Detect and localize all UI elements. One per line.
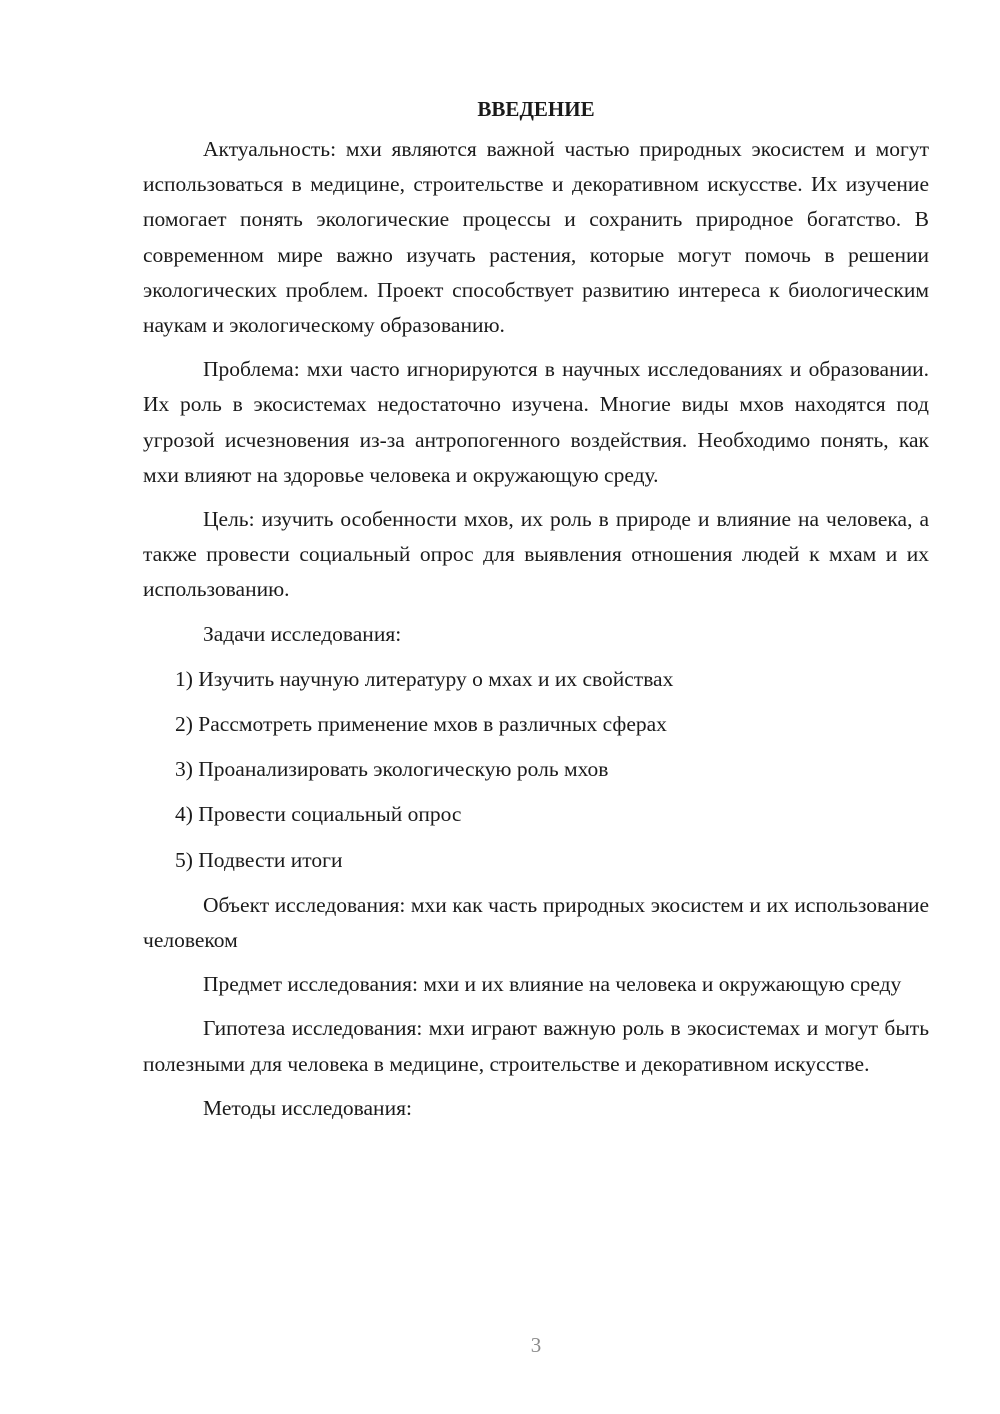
task-item: 2) Рассмотреть применение мхов в различных сферах [175, 712, 667, 737]
task-item: 5) Подвести итоги [175, 847, 343, 872]
tasks-heading: Задачи исследования: [203, 621, 402, 646]
hypothesis-paragraph: Гипотеза исследования: мхи играют важную роль в экосистемах и могут быть полезными для человека в медицине, строительстве и декоративном искусстве. [143, 1016, 929, 1076]
goal-paragraph: Цель: изучить особенности мхов, их роль в природе и влияние на человека, а также провести социальный опрос для выявления отношения людей к мхам и их использованию. [143, 507, 929, 602]
subject-paragraph: Предмет исследования: мхи и их влияние на человека и окружающую среду [203, 972, 902, 997]
relevance-paragraph: Актуальность: мхи являются важной частью природных экосистем и могут использоваться в медицине, строительстве и декоративном искусстве. Их изучение помогает понять экологические процессы и сохранить природное богатство. В современном мире важно изучать растения, которые могут помочь в решении экологических проблем. Проект способствует развитию интереса к биологическим наукам и экологическому образованию. [143, 137, 929, 338]
tasks-list [143, 662, 929, 878]
object-paragraph: Объект исследования: мхи как часть природных экосистем и их использование человеком [143, 892, 929, 953]
page-number: 3 [530, 1333, 542, 1357]
methods-heading: Методы исследования: [203, 1095, 412, 1120]
problem-paragraph: Проблема: мхи часто игнорируются в научных исследованиях и образовании. Их роль в экосистемах недостаточно изучена. Многие виды мхов находятся под угрозой исчезновения из-за антропогенного воздействия. Необходимо понять, как мхи влияют на здоровье человека и окружающую среду. [143, 357, 929, 487]
task-item: 3) Проанализировать экологическую роль мхов [175, 757, 609, 782]
document-page [143, 92, 929, 1136]
task-item: 4) Провести социальный опрос [175, 802, 462, 827]
page-title: ВВЕДЕНИЕ [477, 97, 595, 121]
task-item: 1) Изучить научную литературу о мхах и их свойствах [175, 666, 674, 691]
